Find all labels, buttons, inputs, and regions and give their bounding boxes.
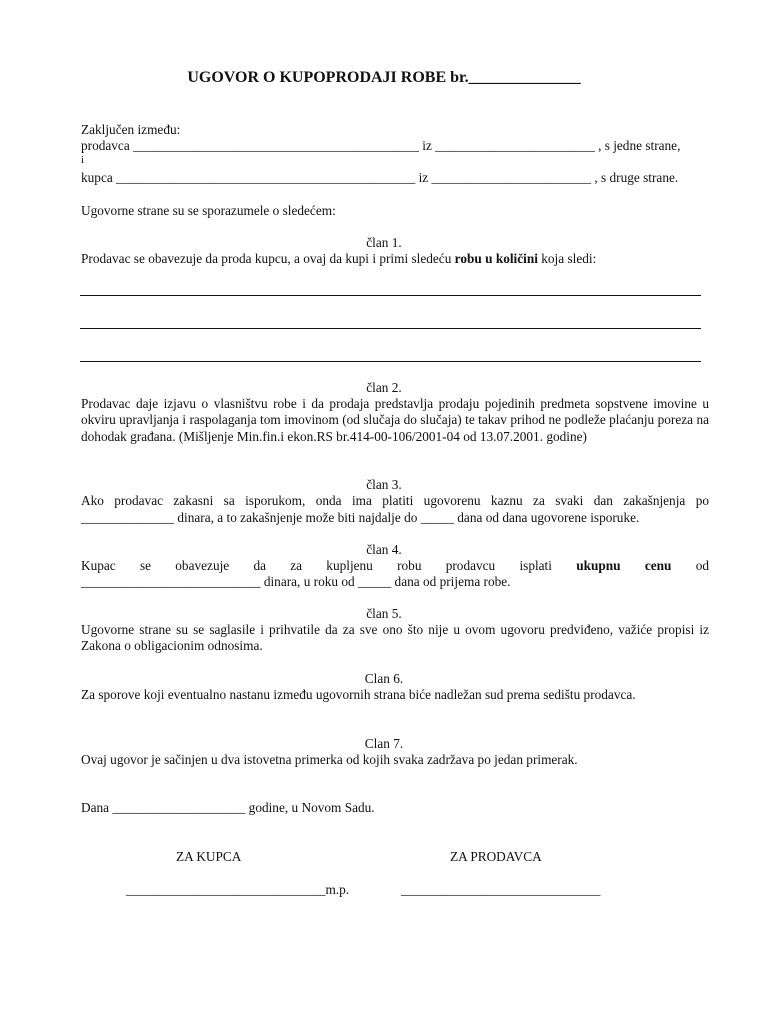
clan4-line2: ___________________________ dinara, u roku od _____ dana od prijema robe.	[81, 574, 511, 589]
buyer-line: kupca _____________________________________________ iz ________________________ , s druge strane.	[81, 170, 679, 185]
clan3-line1: Ako prodavac zakasni sa isporukom, onda ima platiti ugovorenu kaznu za svaki dan zakašnjenja po	[81, 493, 709, 508]
buyer-signature-line: ______________________________m.p.	[126, 882, 350, 897]
clan1-bold: robu u količini	[454, 251, 538, 266]
agreed-text: Ugovorne strane su se sporazumele o sledećem:	[81, 203, 336, 218]
clan1-text: Prodavac se obavezuje da proda kupcu, a ovaj da kupi i primi sledeću robu u količini koja sledi:	[81, 251, 597, 266]
clan7-text: Ovaj ugovor je sačinjen u dva istovetna primerka od kojih svaka zadržava po jedan primerak.	[81, 752, 578, 767]
clan1-heading: član 1.	[366, 235, 402, 250]
blank-line-3	[80, 361, 701, 362]
buyer-signature-label: ZA KUPCA	[176, 849, 242, 864]
clan7-heading: Clan 7.	[364, 736, 404, 751]
clan4-line1: Kupac se obavezuje da za kupljenu robu prodavcu isplati ukupnu cenu od	[81, 558, 709, 573]
clan4-heading: član 4.	[366, 542, 402, 557]
blank-line-1	[80, 295, 701, 296]
clan5-text: Ugovorne strane su se saglasile i prihvatile da za sve ono što nije u ovom ugovoru predviđeno, važiće propisi iz Zakona o obligacionim odnosima.	[81, 622, 709, 654]
seller-line: prodavca ___________________________________________ iz ________________________ , s jedne strane,	[81, 138, 681, 153]
clan6-heading: Clan 6.	[364, 671, 404, 686]
clan5-heading: član 5.	[366, 606, 402, 621]
blank-line-2	[80, 328, 701, 329]
clan4-bold: ukupnu cenu	[576, 558, 672, 573]
clan2-text: Prodavac daje izjavu o vlasništvu robe i da prodaja predstavlja prodaju pojedinih predmeta sopstvene imovine u okviru upravljanja i raspolaganja tom imovinom (od slučaja do slučaja) te takav prihod ne podleže plaćanju poreza na dohodak građana. (Mišljenje Min.fin.i ekon.RS br.414-00-106/2001-04 od 13.07.2001. godine)	[81, 396, 709, 444]
clan6-text: Za sporove koji eventualno nastanu između ugovornih strana biće nadležan sud prema sedištu prodavca.	[81, 687, 636, 702]
clan3-line2: ______________ dinara, a to zakašnjenje može biti najdalje do _____ dana od dana ugovorene isporuke.	[81, 510, 640, 525]
clan2-heading: član 2.	[366, 380, 402, 395]
document-title: UGOVOR O KUPOPRODAJI ROBE br.______________	[187, 69, 581, 86]
parties-intro: Zaključen između:	[81, 122, 181, 137]
seller-signature-label: ZA PRODAVCA	[450, 849, 542, 864]
date-line: Dana ____________________ godine, u Novom Sadu.	[81, 800, 375, 815]
seller-signature-line: ______________________________	[401, 882, 601, 897]
clan3-heading: član 3.	[366, 477, 402, 492]
and-word: i	[81, 154, 85, 166]
